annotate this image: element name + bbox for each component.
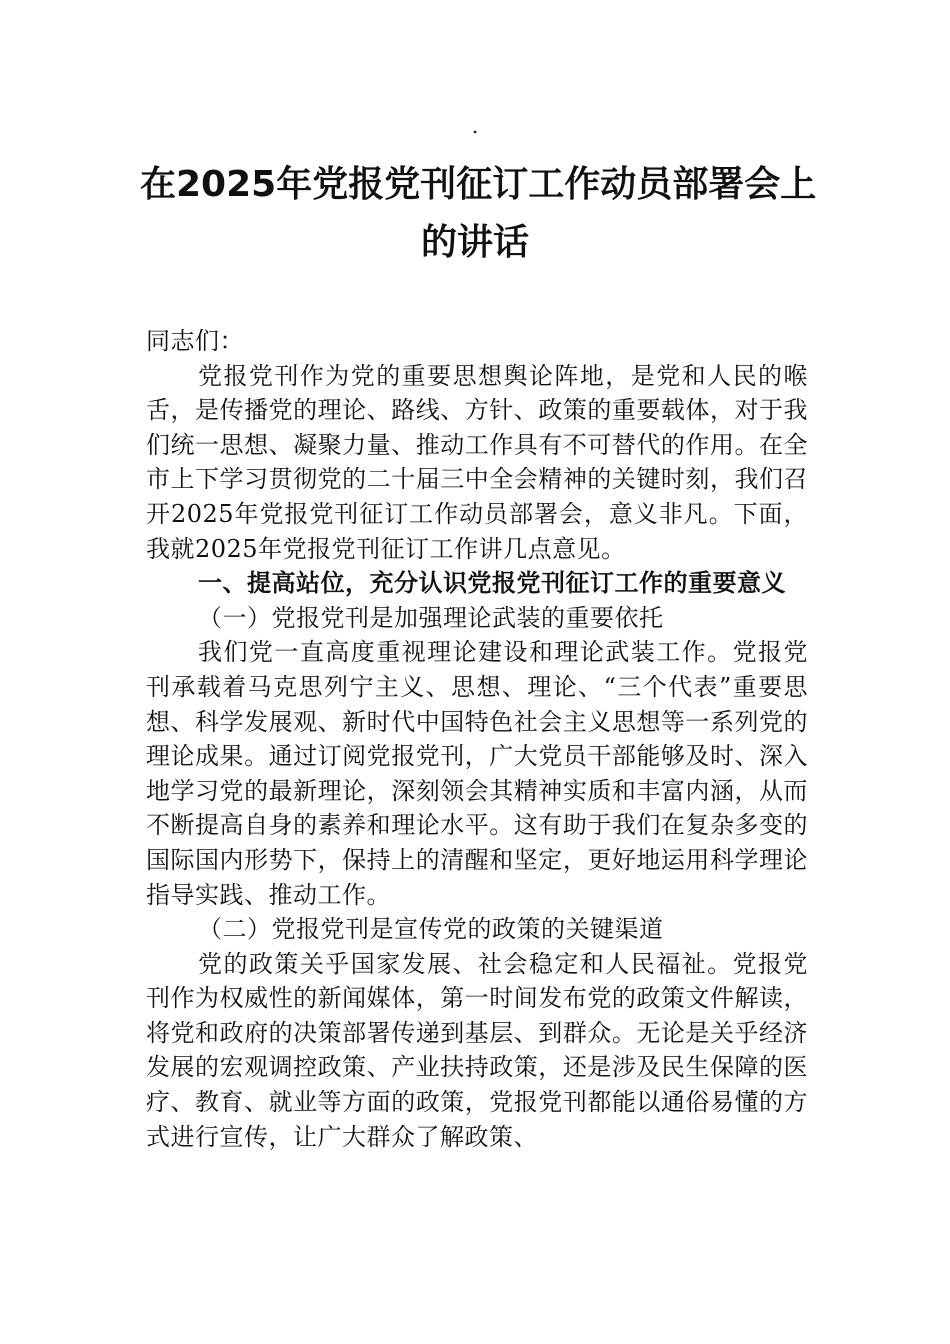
intro-paragraph: 党报党刊作为党的重要思想舆论阵地，是党和人民的喉舌，是传播党的理论、路线、方针、政策的重要载体，对于我们统一思想、凝聚力量、推动工作具有不可替代的作用。在全市上下学习贯彻党的二十届三中全会精神的关键时刻，我们召开2025年党报党刊征订工作动员部署会，意义非凡。下面，我就2025年党报党刊征订工作讲几点意见。 [146, 361, 808, 563]
subsection-2-heading: （二）党报党刊是宣传党的政策的关键渠道 [198, 915, 664, 944]
greeting: 同志们： [146, 327, 244, 355]
subsection-2-paragraph: 党的政策关乎国家发展、社会稳定和人民福祉。党报党刊作为权威性的新闻媒体，第一时间发布党的政策文件解读，将党和政府的决策部署传递到基层、到群众。无论是关乎经济发展的宏观调控政策、产业扶持政策，还是涉及民生保障的医疗、教育、就业等方面的政策，党报党刊都能以通俗易懂的方式进行宣传，让广大群众了解政策、 [146, 949, 808, 1151]
section-1-heading: 一、提高站位，充分认识党报党刊征订工作的重要意义 [198, 569, 786, 598]
title-line-2: 的讲话 [420, 222, 529, 263]
document-body [146, 324, 808, 1154]
subsection-1-paragraph: 我们党一直高度重视理论建设和理论武装工作。党报党刊承载着马克思列宁主义、思想、理论、“三个代表”重要思想、科学发展观、新时代中国特色社会主义思想等一系列党的理论成果。通过订阅党报党刊，广大党员干部能够及时、深入地学习党的最新理论，深刻领会其精神实质和丰富内涵，从而不断提高自身的素养和理论水平。这有助于我们在复杂多变的国际国内形势下，保持上的清醒和坚定，更好地运用科学理论指导实践、推动工作。 [146, 638, 808, 909]
header-dot: . [471, 114, 479, 138]
subsection-1-heading: （一）党报党刊是加强理论武装的重要依托 [198, 603, 664, 632]
title-line-1: 在2025年党报党刊征订工作动员部署会上 [140, 164, 817, 205]
document-title [140, 156, 817, 272]
